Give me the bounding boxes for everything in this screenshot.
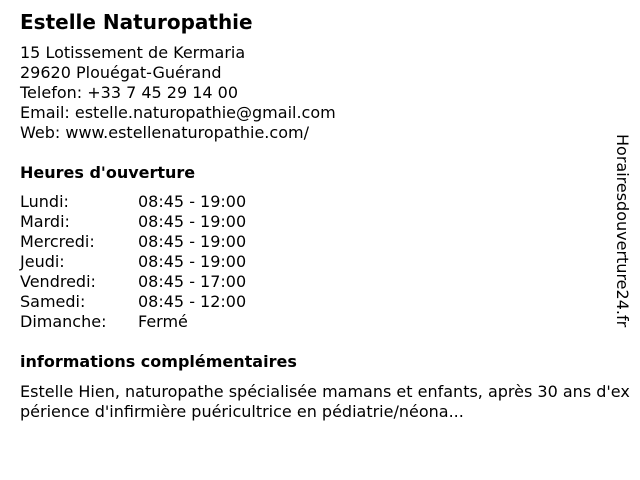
day-label: Jeudi: (20, 252, 65, 271)
info-heading: informations complémentaires (20, 352, 297, 371)
info-text: Estelle Hien, naturopathe spécialisée mamans et enfants, après 30 ans d'expérience d'infirmière puéricultrice en pédiatrie/néona... (20, 382, 630, 421)
hours-row (20, 272, 620, 292)
phone-line: Telefon: +33 7 45 29 14 00 (20, 83, 239, 102)
email-line: Email: estelle.naturopathie@gmail.com (20, 103, 336, 122)
hours-row (20, 232, 620, 252)
address-line-2: 29620 Plouégat-Guérand (20, 63, 222, 82)
hours-table (20, 192, 620, 332)
hours-row (20, 212, 620, 232)
site-watermark: Horairesdouverture24.fr (613, 134, 632, 328)
day-label: Mercredi: (20, 232, 95, 251)
hours-row (20, 292, 620, 312)
hours-row (20, 192, 620, 212)
business-name: Estelle Naturopathie (20, 10, 253, 34)
time-value: 08:45 - 19:00 (138, 232, 247, 251)
hours-row (20, 312, 620, 332)
hours-row (20, 252, 620, 272)
time-value: 08:45 - 19:00 (138, 192, 247, 211)
time-value: 08:45 - 19:00 (138, 252, 247, 271)
hours-heading: Heures d'ouverture (20, 163, 196, 182)
time-value: 08:45 - 12:00 (138, 292, 247, 311)
day-label: Vendredi: (20, 272, 96, 291)
time-value: 08:45 - 17:00 (138, 272, 247, 291)
time-value: Fermé (138, 312, 188, 331)
day-label: Dimanche: (20, 312, 107, 331)
day-label: Lundi: (20, 192, 69, 211)
web-line: Web: www.estellenaturopathie.com/ (20, 123, 309, 142)
time-value: 08:45 - 19:00 (138, 212, 247, 231)
address-line-1: 15 Lotissement de Kermaria (20, 43, 246, 62)
day-label: Mardi: (20, 212, 70, 231)
day-label: Samedi: (20, 292, 86, 311)
